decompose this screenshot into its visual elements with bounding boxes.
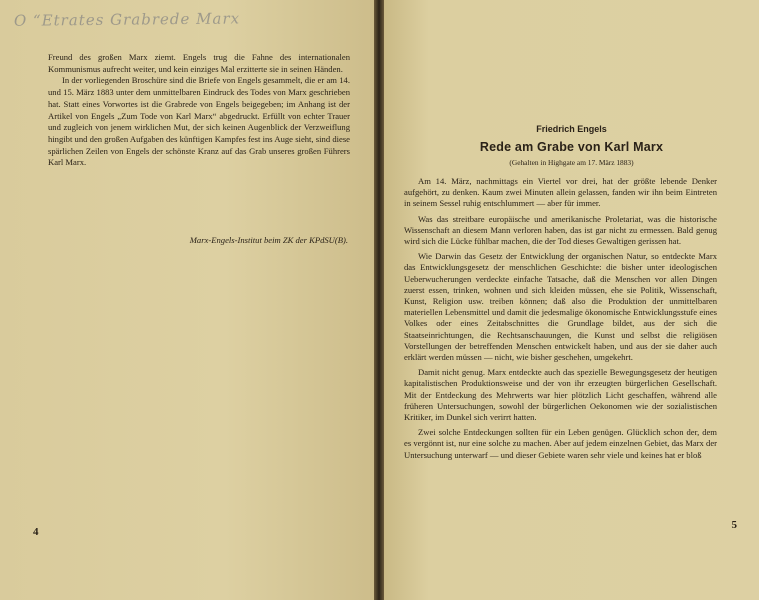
speech-title: Rede am Grabe von Karl Marx (479, 140, 664, 154)
paragraph: In der vorliegenden Broschüre sind die Briefe von Engels gesammelt, die er am 14. und 15. März 1883 unter dem unmittelbaren Eindruck des Todes von Marx geschrieben hat. Statt eines Vorwortes ist die Grabrede von Engels beigegeben; im Anhang ist der Artikel von Engels „Zum Tode von Karl Marx“ abgedruckt. Erfüllt von echter Trauer und zugleich von jenem wirklichen Mut, der sich keinen Augenblick der Verzweiflung hingibt und den großen Aufgaben des künftigen Kampfes fest ins Auge sieht, sind diese spärlichen Zeilen von Engels der schönste Kranz auf das Grab unseres großen Führers Karl Marx. (48, 75, 350, 168)
page-number: 4 (33, 526, 39, 538)
paragraph: Freund des großen Marx ziemt. Engels trug die Fahne des internationalen Kommunismus aufrecht weiter, und kein einziges Mal erzitterte sie in seinen Händen. (48, 52, 350, 74)
page-number: 5 (731, 519, 737, 531)
paragraph: Zwei solche Entdeckungen sollten für ein Leben genügen. Glücklich schon der, dem es vergönnt ist, nur eine solche zu machen. Aber auf jedem einzelnen Gebiet, das Marx der Untersuchung unterwarf — und dieser Gebiete waren sehr viele und keines hat er bloß (404, 427, 717, 460)
right-page (384, 0, 759, 600)
paragraph: Damit nicht genug. Marx entdeckte auch das spezielle Bewegungsgesetz der heutigen kapitalistischen Produktionsweise und der von ihr erzeugten bürgerlichen Gesellschaft. Mit der Entdeckung des Mehrwerts war hier plötzlich Licht geschaffen, während alle früheren Untersuchungen, sowohl der bürgerlichen Oekonomen wie der sozialistischen Kritiker, im Dunkel sich verirrt hatten. (404, 367, 717, 423)
paragraph: Wie Darwin das Gesetz der Entwicklung der organischen Natur, so entdeckte Marx das Entwicklungsgesetz der menschlichen Geschichte: die bisher unter ideologischen Ueberwucherungen verdeckte einfache Tatsache, daß die Menschen vor allen Dingen zuerst essen, trinken, wohnen und sich kleiden müssen, ehe sie Politik, Wissenschaft, Kunst, Religion usw. treiben können; daß also die Produktion der unmittelbaren materiellen Lebensmittel und damit die jedesmalige ökonomische Entwicklungsstufe eines Volkes oder eines Zeitabschnittes die Grundlage bildet, aus der sich die Staatseinrichtungen, die Rechtsanschauungen, die Kunst und selbst die religiösen Vorstellungen der betreffenden Menschen entwickelt haben, und aus der sie daher auch erklärt werden müssen — nicht, wie bisher geschehen, umgekehrt. (404, 251, 717, 363)
speech-subtitle: (Gehalten in Highgate am 17. März 1883) (509, 158, 634, 167)
right-page-text (404, 176, 717, 465)
paragraph: Was das streitbare europäische und amerikanische Proletariat, was die historische Wissenschaft an diesem Mann verloren haben, das ist gar nicht zu ermessen. Bald genug wird sich die Lücke fühlbar machen, die der Tod dieses Gewaltigen gerissen hat. (404, 213, 717, 247)
book-gutter (374, 0, 384, 600)
handwritten-note: O “Etrates Grabrede Marx (13, 9, 241, 30)
left-page-text (48, 52, 350, 169)
signature: Marx-Engels-Institut beim ZK der KPdSU(B). (189, 235, 348, 245)
author-name: Friedrich Engels (536, 124, 607, 134)
left-page (0, 0, 374, 600)
paragraph: Am 14. März, nachmittags ein Viertel vor drei, hat der größte lebende Denker aufgehört, zu denken. Kaum zwei Minuten allein gelassen, fanden wir ihn beim Eintreten in seinem Sessel ruhig entschlummert — aber für immer. (404, 176, 717, 209)
